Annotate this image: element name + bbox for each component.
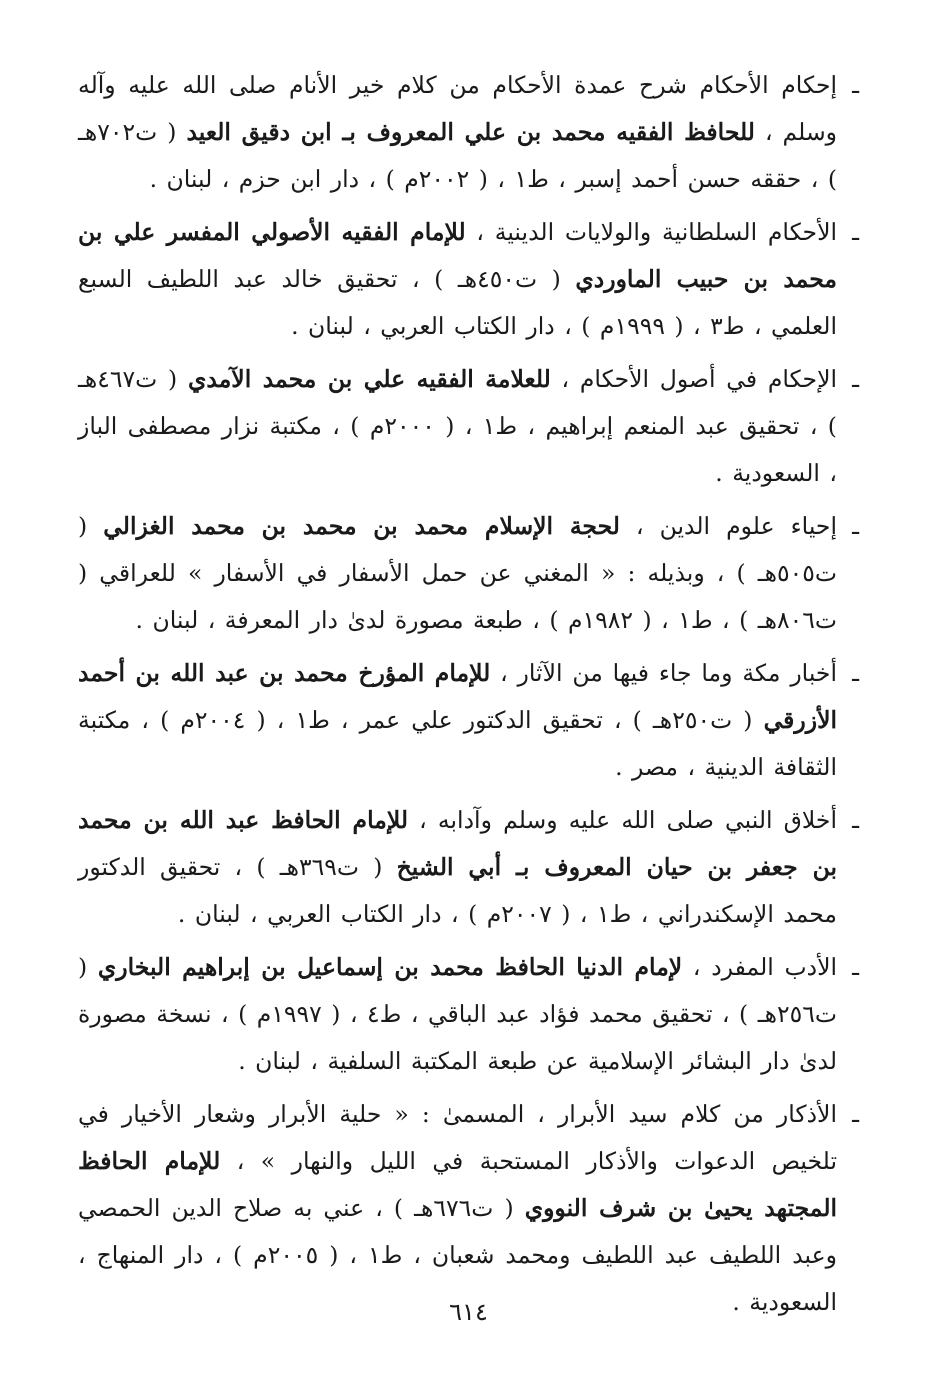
page-number: ٦١٤ xyxy=(449,1298,488,1326)
entry-title-text: إحياء علوم الدين ، xyxy=(619,512,837,540)
entry-title-text: إحكام الأحكام شرح عمدة الأحكام من كلام خير الأنام صلى الله عليه وآله وسلم ، xyxy=(78,71,837,146)
bibliography-entry xyxy=(78,62,859,203)
bibliography-entry xyxy=(78,944,859,1085)
entry-details: ( ت٣٦٩هـ ) ، تحقيق الدكتور محمد الإسكندراني ، ط١ ، ( ٢٠٠٧م ) ، دار الكتاب العربي ، لبنان . xyxy=(78,853,837,928)
entry-dash: ـ xyxy=(852,512,859,540)
entry-author: لحجة الإسلام محمد بن محمد بن محمد الغزالي xyxy=(103,512,620,540)
entry-title-text: الإحكام في أصول الأحكام ، xyxy=(550,365,837,393)
entry-title-text: أخبار مكة وما جاء فيها من الآثار ، xyxy=(490,659,837,687)
entry-dash: ـ xyxy=(852,806,859,834)
entry-dash: ـ xyxy=(852,659,859,687)
entry-author: للإمام الفقيه الأصولي المفسر علي بن محمد بن حبيب الماوردي xyxy=(78,218,838,293)
bibliography-entry xyxy=(78,209,859,350)
entry-dash: ـ xyxy=(852,365,859,393)
entry-details: ( ت٢٥٠هـ ) ، تحقيق الدكتور علي عمر ، ط١ ، ( ٢٠٠٤م ) ، مكتبة الثقافة الدينية ، مصر . xyxy=(78,706,837,781)
bibliography-entry xyxy=(78,356,859,497)
entry-author: للإمام الحافظ عبد الله بن محمد بن جعفر بن حيان المعروف بـ أبي الشيخ xyxy=(78,806,837,881)
entry-title-text: الأحكام السلطانية والولايات الدينية ، xyxy=(465,218,838,246)
bibliography-entry xyxy=(78,1091,859,1326)
entry-author: للإمام المؤرخ محمد بن عبد الله بن أحمد الأزرقي xyxy=(78,659,838,734)
entry-author: للعلامة الفقيه علي بن محمد الآمدي xyxy=(187,365,551,393)
entry-details: ( ت٤٦٧هـ ) ، تحقيق عبد المنعم إبراهيم ، ط١ ، ( ٢٠٠٠م ) ، مكتبة نزار مصطفى الباز ، السعودية . xyxy=(78,365,837,487)
entry-dash: ـ xyxy=(852,218,859,246)
bibliography-list xyxy=(78,62,859,1326)
entry-details: ( ت٢٥٦هـ ) ، تحقيق محمد فؤاد عبد الباقي ، ط٤ ، ( ١٩٩٧م ) ، نسخة مصورة لدىٰ دار البشائر الإسلامية عن طبعة المكتبة السلفية ، لبنان . xyxy=(78,953,837,1075)
entry-dash: ـ xyxy=(852,71,859,99)
bibliography-entry xyxy=(78,503,859,644)
bibliography-entry xyxy=(78,650,859,791)
entry-details: ( ت٦٧٦هـ ) ، عني به صلاح الدين الحمصي وعبد اللطيف عبد اللطيف ومحمد شعبان ، ط١ ، ( ٢٠٠٥م ) ، دار المنهاج ، السعودية . xyxy=(78,1194,837,1316)
bibliography-entry xyxy=(78,797,859,938)
entry-author: للحافظ الفقيه محمد بن علي المعروف بـ ابن دقيق العيد xyxy=(186,118,755,146)
entry-author: للإمام الحافظ المجتهد يحيىٰ بن شرف النووي xyxy=(78,1147,838,1222)
entry-author: لإمام الدنيا الحافظ محمد بن إسماعيل بن إبراهيم البخاري xyxy=(97,953,683,981)
entry-dash: ـ xyxy=(852,953,859,981)
entry-details: ( ت٤٥٠هـ ) ، تحقيق خالد عبد اللطيف السبع العلمي ، ط٣ ، ( ١٩٩٩م ) ، دار الكتاب العربي ، لبنان . xyxy=(78,265,837,340)
entry-title-text: الأذكار من كلام سيد الأبرار ، المسمىٰ : « حلية الأبرار وشعار الأخيار في تلخيص الدعوات والأذكار المستحبة في الليل والنهار » ، xyxy=(78,1100,837,1175)
entry-title-text: أخلاق النبي صلى الله عليه وسلم وآدابه ، xyxy=(408,806,837,834)
entry-details: ( ت٧٠٢هـ ) ، حققه حسن أحمد إسبر ، ط١ ، ( ٢٠٠٢م ) ، دار ابن حزم ، لبنان . xyxy=(78,118,837,193)
entry-details: ( ت٥٠٥هـ ) ، وبذيله : « المغني عن حمل الأسفار في الأسفار » للعراقي ( ت٨٠٦هـ ) ، ط١ ، ( ١٩٨٢م ) ، طبعة مصورة لدىٰ دار المعرفة ، لبنان . xyxy=(78,512,837,634)
entry-title-text: الأدب المفرد ، xyxy=(682,953,838,981)
entry-dash: ـ xyxy=(852,1100,859,1128)
